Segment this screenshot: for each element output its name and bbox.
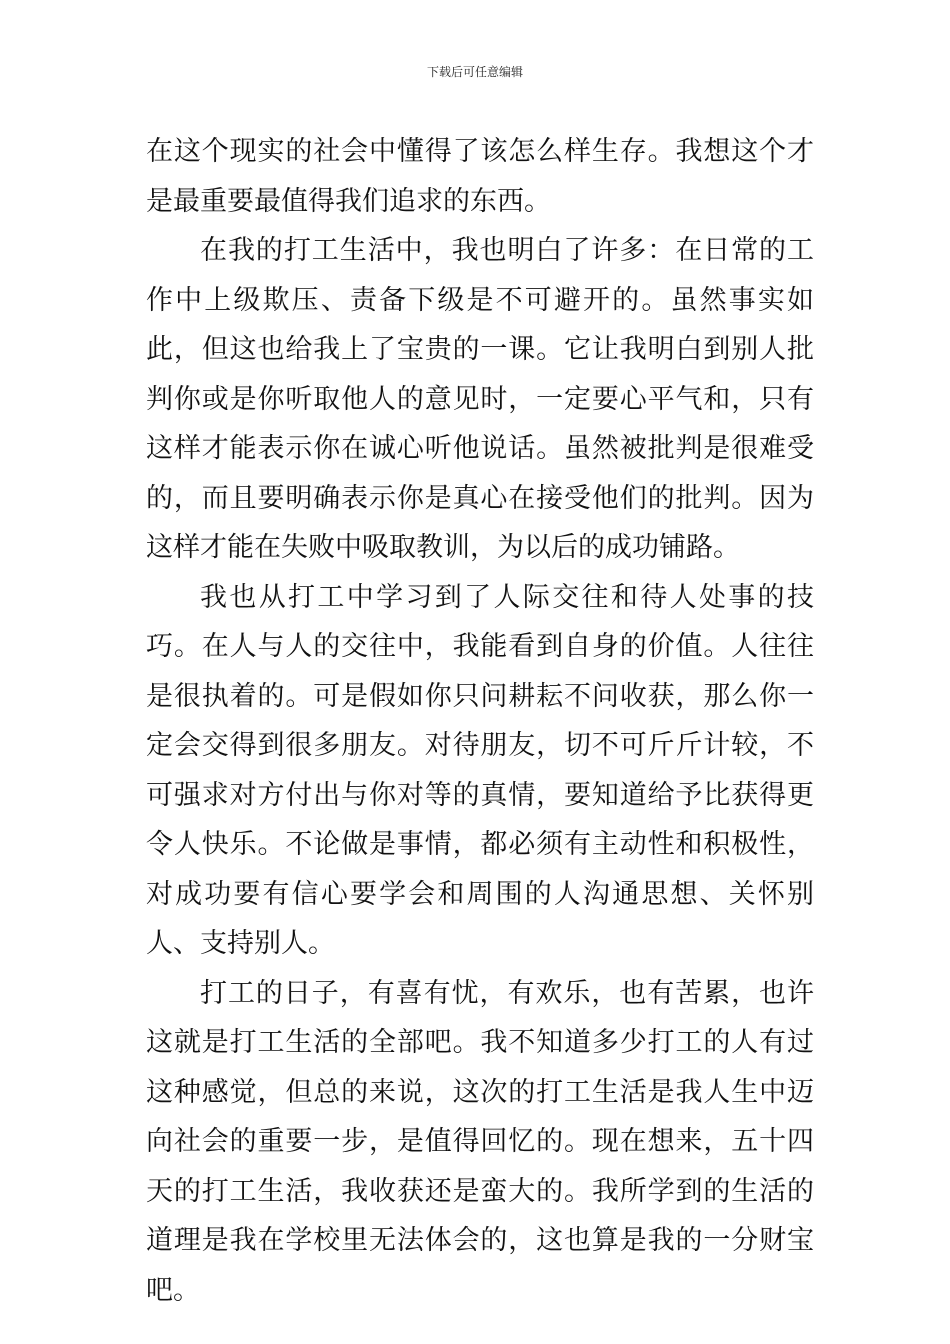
paragraph-1: 在这个现实的社会中懂得了该怎么样生存。我想这个才是最重要最值得我们追求的东西。 [146,136,814,217]
paragraph-4: 打工的日子，有喜有忧，有欢乐，也有苦累，也许这就是打工生活的全部吧。我不知道多少打工的人有过这种感觉，但总的来说，这次的打工生活是我人生中迈向社会的重要一步，是值得回忆的。现在想来，五十四天的打工生活，我收获还是蛮大的。我所学到的生活的道理是我在学校里无法体会的，这也算是我的一分财宝吧。 [146,977,814,1306]
paragraph-3: 我也从打工中学习到了人际交往和待人处事的技巧。在人与人的交往中，我能看到自身的价值。人往往是很执着的。可是假如你只问耕耘不问收获，那么你一定会交得到很多朋友。对待朋友，切不可斤斤计较，不可强求对方付出与你对等的真情，要知道给予比获得更令人快乐。不论做是事情，都必须有主动性和积极性，对成功要有信心要学会和周围的人沟通思想、关怀别人、支持别人。 [146,581,814,959]
paragraph-2: 在我的打工生活中，我也明白了许多：在日常的工作中上级欺压、责备下级是不可避开的。虽然事实如此，但这也给我上了宝贵的一课。它让我明白到别人批判你或是你听取他人的意见时，一定要心平气和，只有这样才能表示你在诚心听他说话。虽然被批判是很难受的，而且要明确表示你是真心在接受他们的批判。因为这样才能在失败中吸取教训，为以后的成功铺路。 [146,235,814,563]
document-body [146,127,814,1315]
page-header-note: 下载后可任意编辑 [426,65,523,79]
